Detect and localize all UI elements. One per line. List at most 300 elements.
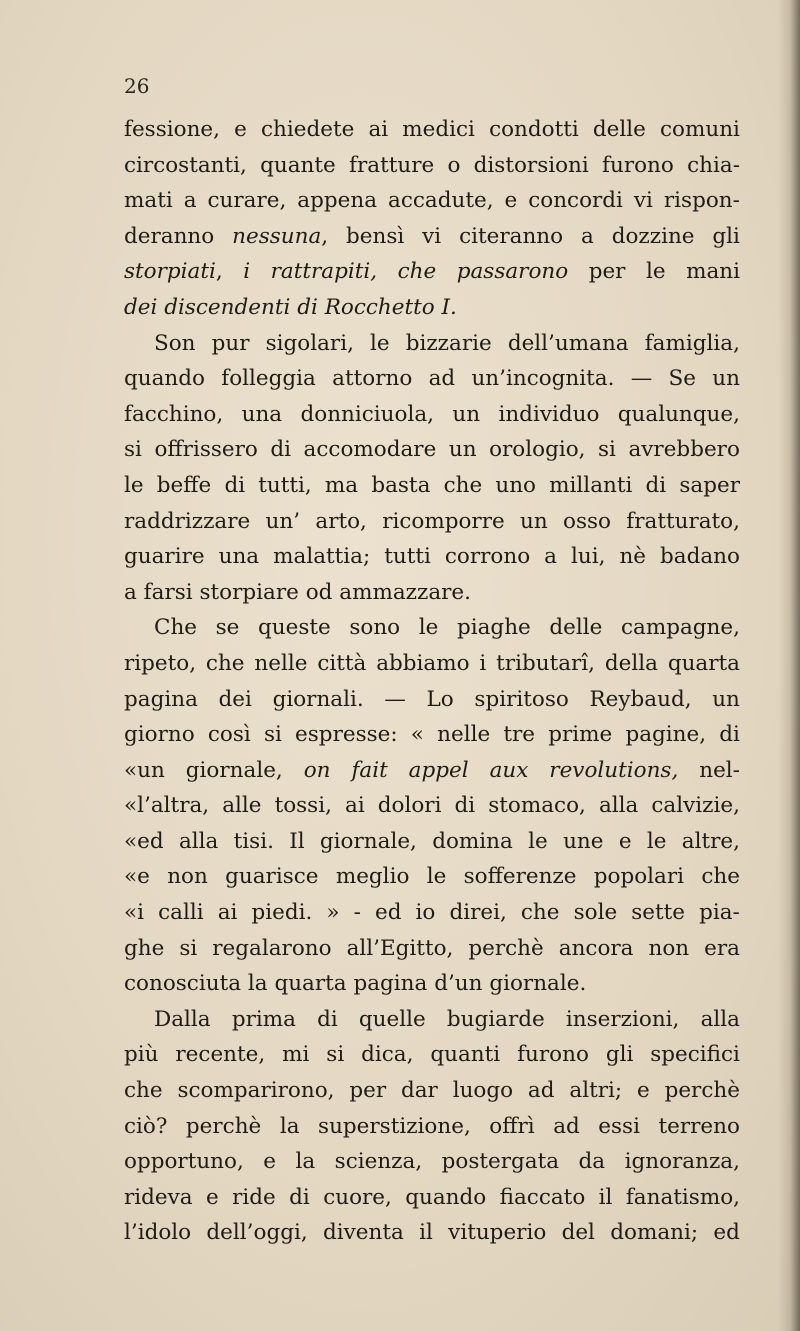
word	[419, 1215, 433, 1251]
word-part: deranno	[124, 223, 215, 249]
word-part: uno	[495, 472, 536, 498]
word-part: la	[295, 1149, 316, 1175]
word	[628, 432, 739, 468]
word-part: tutti,	[258, 472, 312, 498]
word-part: delle	[549, 615, 603, 641]
word-part: millanti	[549, 472, 633, 498]
word	[124, 361, 205, 397]
word-part: ad	[428, 366, 456, 392]
word	[411, 717, 424, 753]
word-part: alle	[222, 793, 262, 819]
word	[274, 966, 346, 1002]
word-part: orologio,	[489, 437, 586, 463]
word	[442, 1144, 559, 1180]
word	[318, 1109, 471, 1145]
word-part: ai	[345, 793, 365, 819]
word-part: d’un	[434, 971, 483, 997]
word	[384, 682, 406, 718]
word	[304, 753, 331, 789]
text-line	[124, 326, 740, 362]
word	[625, 717, 706, 753]
word-part: dell’oggi,	[206, 1220, 308, 1246]
word	[320, 824, 417, 860]
word	[452, 397, 480, 433]
word-part: che	[701, 864, 740, 890]
word	[218, 895, 238, 931]
word	[297, 290, 318, 326]
word-part: citeranno	[459, 223, 564, 249]
word	[124, 895, 144, 931]
word	[442, 290, 457, 326]
word-part: più	[124, 1042, 159, 1068]
word-part: giorno	[124, 722, 195, 748]
word	[219, 539, 260, 575]
word	[339, 575, 471, 611]
word	[589, 682, 691, 718]
word	[495, 468, 536, 504]
word	[124, 290, 157, 326]
word-part: ancora	[558, 935, 634, 961]
word-part: così	[207, 722, 251, 748]
word-part: «i	[124, 900, 145, 926]
word	[351, 753, 387, 789]
word	[528, 1073, 555, 1109]
word	[544, 539, 557, 575]
word-part: il	[598, 1184, 613, 1210]
word	[124, 1073, 163, 1109]
word-part: scomparirono,	[177, 1078, 335, 1104]
text-line	[124, 112, 740, 148]
word	[222, 788, 261, 824]
text-line	[124, 539, 740, 575]
word-part: gli	[605, 1042, 634, 1068]
word	[199, 575, 298, 611]
word-part: si	[263, 722, 282, 748]
word-part: domani;	[610, 1220, 699, 1246]
text-line	[124, 966, 740, 1002]
word	[124, 432, 142, 468]
word	[154, 1002, 211, 1038]
word	[206, 646, 245, 682]
word	[437, 717, 490, 753]
word	[699, 895, 740, 931]
word-part: ed	[374, 900, 402, 926]
word	[637, 1073, 650, 1109]
word	[208, 717, 251, 753]
word	[300, 397, 434, 433]
word-part: un’	[265, 508, 301, 534]
word-part: una	[218, 544, 260, 570]
word-part: ed	[713, 1220, 740, 1246]
text-line	[124, 397, 740, 433]
word	[679, 468, 740, 504]
word-part: «	[410, 722, 424, 748]
text-line	[124, 824, 740, 860]
word-part: beffe	[156, 472, 212, 498]
word	[124, 539, 205, 575]
word-part: e	[618, 828, 632, 854]
word-part: condotti	[489, 117, 579, 142]
word	[430, 1037, 500, 1073]
word	[569, 1073, 622, 1109]
word-part: della	[604, 650, 658, 676]
word	[124, 1109, 167, 1145]
word	[154, 326, 196, 362]
word	[186, 1109, 261, 1145]
word-part: comuni	[659, 117, 740, 142]
text-line	[124, 1037, 740, 1073]
word-part: attorno	[332, 366, 413, 392]
word	[295, 1144, 315, 1180]
word	[626, 504, 740, 540]
word-part: recente,	[175, 1042, 266, 1068]
word-part: le	[528, 828, 548, 854]
word-part: ricomporre	[382, 508, 505, 534]
word-part: furono	[602, 152, 674, 178]
word-part: di	[297, 294, 318, 320]
word	[598, 1109, 640, 1145]
word	[508, 326, 629, 362]
word	[275, 788, 332, 824]
word-part: calvizie,	[651, 793, 740, 819]
word	[347, 931, 454, 967]
word	[124, 966, 241, 1002]
word-part: ma	[324, 472, 359, 498]
word-part: di	[454, 793, 476, 819]
word	[427, 682, 454, 718]
word	[326, 1037, 344, 1073]
text-line	[124, 432, 740, 468]
word-part: le	[124, 472, 144, 498]
word	[474, 682, 568, 718]
word	[124, 646, 196, 682]
word	[559, 931, 634, 967]
word	[505, 183, 518, 219]
word-part: saper	[679, 472, 740, 498]
word-part: domina	[432, 828, 513, 854]
word	[668, 646, 740, 682]
word	[388, 183, 494, 219]
word	[646, 468, 667, 504]
word	[658, 1109, 739, 1145]
word	[297, 183, 377, 219]
word-part: nessuna	[232, 223, 322, 249]
word	[682, 824, 740, 860]
text-line	[124, 575, 740, 611]
word-part: Reybaud,	[589, 686, 692, 712]
word-part: qualunque,	[617, 401, 740, 427]
word-part: I.	[441, 294, 457, 320]
word-part: la	[247, 971, 268, 997]
word	[282, 1037, 309, 1073]
word-part: Che	[154, 615, 198, 641]
body-text	[124, 112, 740, 1251]
word	[353, 966, 427, 1002]
word	[124, 504, 250, 540]
word-part: specifici	[650, 1042, 740, 1068]
word-part: quante	[260, 152, 336, 178]
word-part: rideva	[124, 1184, 193, 1210]
word	[599, 1180, 613, 1216]
word-part: dica,	[361, 1042, 414, 1068]
word-part: rattrapiti,	[270, 259, 378, 285]
word	[124, 1037, 159, 1073]
word-part: accomodare	[303, 437, 437, 463]
word	[232, 1002, 296, 1038]
word	[264, 717, 282, 753]
word-part: nelle	[437, 722, 491, 748]
word	[468, 931, 543, 967]
word-part: sofferenze	[463, 864, 577, 890]
word	[124, 112, 220, 148]
word-part: sigolari,	[265, 330, 354, 356]
word-part: giornale,	[319, 828, 417, 854]
word-part: che	[443, 472, 483, 498]
word	[593, 112, 646, 148]
word	[349, 148, 434, 184]
word	[521, 895, 560, 931]
word-part: espresse:	[295, 722, 398, 748]
word	[251, 895, 312, 931]
word	[459, 219, 563, 255]
text-line	[124, 1073, 740, 1109]
word	[289, 824, 304, 860]
word-part: ammazzare.	[339, 579, 471, 605]
word-part: fratture	[349, 152, 435, 178]
word	[124, 682, 198, 718]
page-edge-shadow	[778, 0, 800, 1331]
word-part: distorsioni	[473, 152, 589, 178]
word-part: un	[712, 366, 740, 392]
text-line	[124, 290, 740, 326]
word	[566, 1002, 679, 1038]
word	[563, 504, 611, 540]
word-part: basta	[371, 472, 431, 498]
word	[416, 895, 436, 931]
word-part: di	[270, 437, 292, 463]
word-part: spiritoso	[474, 686, 569, 712]
word	[375, 895, 402, 931]
word	[234, 112, 247, 148]
word-part: guarire	[124, 544, 205, 570]
word	[219, 682, 252, 718]
word	[270, 432, 291, 468]
word-part: quelle	[358, 1006, 426, 1032]
word-part: pagine,	[625, 722, 707, 748]
word-part: «e	[124, 864, 150, 890]
word	[647, 824, 667, 860]
word-part: fanatismo,	[625, 1184, 740, 1210]
word	[370, 326, 390, 362]
word-part: lui,	[571, 544, 606, 570]
word-part: «ed	[124, 828, 164, 854]
word-part: da	[578, 1149, 606, 1175]
word	[496, 646, 595, 682]
word-part: revolutions,	[549, 757, 679, 783]
word	[306, 575, 333, 611]
word-part: facchino,	[124, 401, 224, 427]
word	[549, 610, 602, 646]
word-part: conosciuta	[124, 971, 242, 997]
word-part: raddrizzare	[124, 508, 251, 534]
word-part: Rocchetto	[324, 294, 435, 320]
word-part: diventa	[322, 1220, 404, 1246]
word-part: ad	[527, 1078, 555, 1104]
word	[248, 966, 268, 1002]
word	[599, 788, 638, 824]
word	[650, 1037, 740, 1073]
word-part: chia-	[687, 152, 740, 178]
word	[177, 1073, 334, 1109]
word	[304, 432, 437, 468]
word	[490, 753, 529, 789]
word	[581, 219, 594, 255]
word	[449, 895, 506, 931]
word-part: Son	[154, 330, 196, 356]
word	[448, 1215, 546, 1251]
word-part: le	[418, 615, 439, 641]
word-part: del	[561, 1220, 595, 1246]
word-part: on	[303, 757, 331, 783]
word-part: concordi	[528, 188, 623, 214]
word	[645, 326, 740, 362]
word	[432, 824, 513, 860]
word	[449, 432, 477, 468]
word	[361, 1037, 413, 1073]
word	[184, 183, 197, 219]
word-part: badano	[660, 544, 740, 570]
word-part: i	[243, 259, 251, 285]
word-part: non	[167, 864, 208, 890]
word-part: a	[580, 223, 594, 249]
word-part: scienza,	[334, 1149, 423, 1175]
word-part: ghe	[124, 935, 165, 961]
word	[427, 859, 447, 895]
word-part: e	[234, 117, 247, 142]
word-part: guarisce	[225, 864, 319, 890]
word	[455, 788, 476, 824]
word	[712, 219, 740, 255]
word	[489, 112, 579, 148]
word	[175, 1037, 265, 1073]
word-part: meglio	[335, 864, 410, 890]
word	[368, 112, 388, 148]
word	[124, 1180, 193, 1216]
word-part: mati	[124, 188, 173, 214]
word-part: curare,	[207, 188, 287, 214]
word	[124, 254, 223, 290]
text-line	[124, 1215, 740, 1251]
word-part: alla	[700, 1006, 740, 1032]
word-part: quando	[405, 1184, 487, 1210]
word	[549, 753, 678, 789]
text-line	[124, 610, 740, 646]
word-part: dei	[218, 686, 252, 712]
word	[579, 1144, 606, 1180]
word-part: quando	[124, 366, 205, 392]
word	[474, 148, 589, 184]
word-part: malattia;	[273, 544, 371, 570]
page-number: 26	[124, 74, 150, 98]
word-part: che	[397, 259, 437, 285]
word-part: une	[563, 828, 604, 854]
word-part: medici	[402, 117, 475, 142]
word	[179, 931, 197, 967]
word	[503, 717, 535, 753]
word	[444, 468, 483, 504]
word-part: storpiare	[199, 579, 299, 605]
word-part: passarono	[456, 259, 569, 285]
word	[124, 717, 195, 753]
word	[517, 1037, 589, 1073]
word	[124, 859, 150, 895]
word	[317, 646, 366, 682]
word	[606, 1037, 634, 1073]
word	[124, 824, 164, 860]
word	[457, 254, 568, 290]
word-part: perchè	[468, 935, 544, 961]
word	[354, 895, 361, 931]
word	[649, 931, 690, 967]
word-part: abbiamo	[376, 650, 470, 676]
word-part: nel-	[699, 757, 740, 783]
word	[398, 254, 437, 290]
word	[158, 895, 204, 931]
text-line	[124, 682, 740, 718]
word-part: vituperio	[448, 1220, 547, 1246]
word-part: o	[447, 152, 461, 178]
word	[563, 824, 603, 860]
word-part: accadute,	[388, 188, 494, 214]
word	[634, 183, 653, 219]
word	[528, 824, 548, 860]
word	[258, 468, 311, 504]
word-part: di	[719, 722, 740, 748]
word	[325, 290, 435, 326]
word-part: quanti	[430, 1042, 501, 1068]
word-part: —	[384, 686, 406, 712]
word-part: giornale.	[489, 971, 587, 997]
word-part: alla	[178, 828, 219, 854]
word	[261, 112, 354, 148]
word	[266, 326, 354, 362]
word	[124, 183, 173, 219]
word-part: e	[206, 1184, 219, 1210]
word-part: od	[305, 579, 333, 605]
word-part: tossi,	[274, 793, 332, 819]
word-part: se	[215, 615, 240, 641]
text-line	[124, 1002, 740, 1038]
word-part: l’idolo	[124, 1220, 192, 1246]
word	[212, 326, 250, 362]
word-part: la	[279, 1113, 300, 1139]
word	[167, 859, 208, 895]
word	[186, 753, 283, 789]
word-part: popolari	[593, 864, 685, 890]
word-part: stomaco,	[488, 793, 586, 819]
word-part: si	[179, 935, 198, 961]
word	[405, 1180, 486, 1216]
word	[323, 1215, 404, 1251]
word	[124, 931, 164, 967]
word	[631, 895, 685, 931]
word-part: prima	[231, 1006, 296, 1032]
word	[553, 1109, 580, 1145]
word	[332, 361, 412, 397]
word-part: bizzarie	[405, 330, 492, 356]
word-part: donniciuola,	[300, 401, 434, 427]
word	[713, 1215, 740, 1251]
